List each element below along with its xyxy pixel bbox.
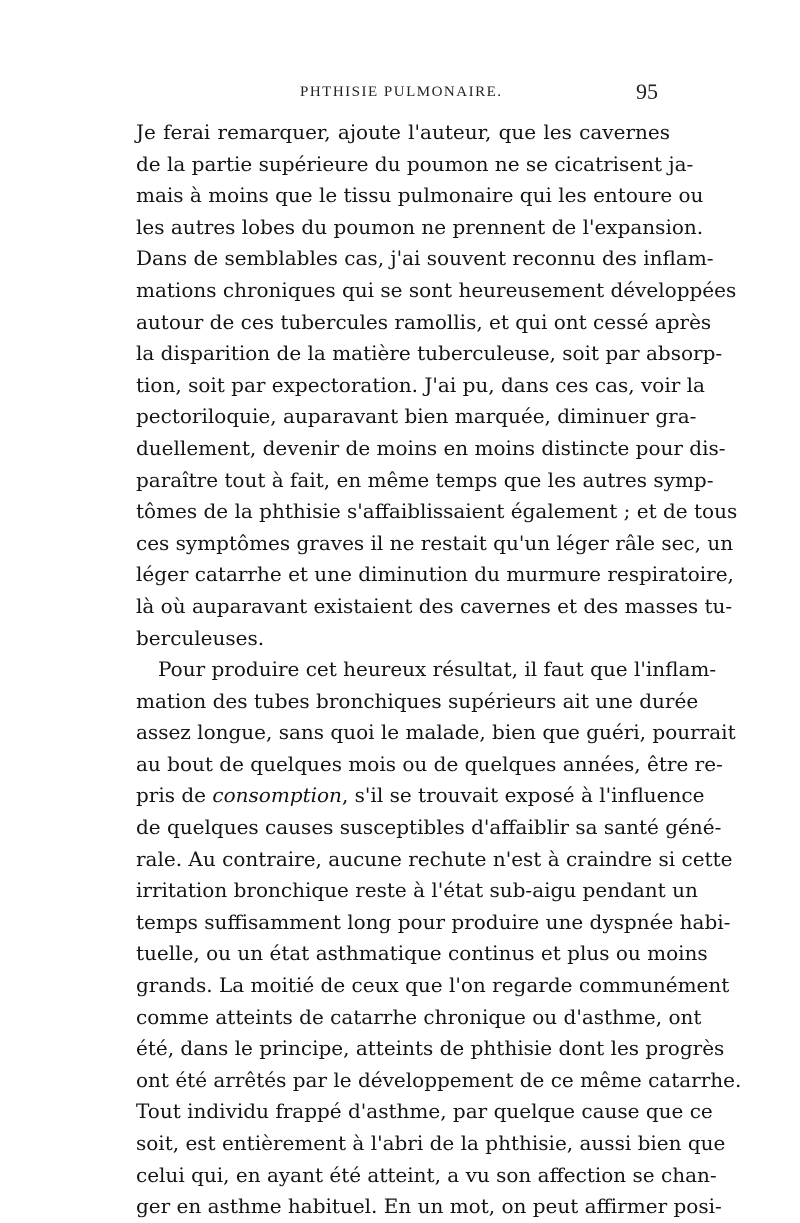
text-line: pris de consomption, s'il se trouvait exposé à l'influence — [136, 783, 705, 808]
text-line: berculeuses. — [136, 625, 265, 650]
body-text — [136, 117, 742, 1223]
text-line: Je ferai remarquer, ajoute l'auteur, que les cavernes — [136, 120, 670, 144]
text-line: duellement, devenir de moins en moins distincte pour dis- — [136, 435, 726, 460]
text-line: été, dans le principe, atteints de phthisie dont les progrès — [136, 1036, 725, 1061]
text-line: temps suffisamment long pour produire une dyspnée habi- — [136, 909, 731, 934]
text-line: Pour produire cet heureux résultat, il faut que l'inflam- — [158, 657, 717, 682]
text-line: pectoriloquie, auparavant bien marquée, diminuer gra- — [136, 404, 697, 429]
text-line: la disparition de la matière tuberculeuse, soit par absorp- — [136, 341, 723, 366]
text-line: grands. La moitié de ceux que l'on regarde communément — [136, 973, 730, 998]
text-line: les autres lobes du poumon ne prennent de l'expansion. — [136, 214, 704, 239]
text-line: tion, soit par expectoration. J'ai pu, dans ces cas, voir la — [136, 372, 705, 397]
text-line: tuelle, ou un état asthmatique continus et plus ou moins — [136, 941, 708, 966]
text-line: assez longue, sans quoi le malade, bien que guéri, pourrait — [136, 720, 736, 745]
text-line: Dans de semblables cas, j'ai souvent reconnu des inflam- — [136, 246, 714, 271]
text-line: mation des tubes bronchiques supérieurs ait une durée — [136, 688, 699, 713]
text-line: ces symptômes graves il ne restait qu'un léger râle sec, un — [136, 530, 734, 555]
text-line: léger catarrhe et une diminution du murmure respiratoire, — [136, 562, 734, 587]
running-title: PHTHISIE PULMONAIRE. — [300, 84, 503, 100]
text-line: là où auparavant existaient des cavernes et des masses tu- — [136, 593, 733, 618]
text-line: paraître tout à fait, en même temps que les autres symp- — [136, 467, 714, 492]
text-line: ont été arrêtés par le développement de ce même catarrhe. — [136, 1067, 742, 1092]
text-line: autour de ces tubercules ramollis, et qui ont cessé après — [136, 309, 712, 334]
text-line: mations chroniques qui se sont heureusement développées — [136, 277, 737, 302]
text-line: de quelques causes susceptibles d'affaiblir sa santé géné- — [136, 815, 722, 840]
text-line: irritation bronchique reste à l'état sub-aigu pendant un — [136, 878, 698, 903]
text-line: ger en asthme habituel. En un mot, on peut affirmer posi- — [136, 1194, 722, 1219]
text-line: comme atteints de catarrhe chronique ou d'asthme, ont — [136, 1004, 702, 1029]
text-line: soit, est entièrement à l'abri de la phthisie, aussi bien que — [136, 1131, 726, 1155]
text-line: tômes de la phthisie s'affaiblissaient également ; et de tous — [136, 499, 738, 524]
text-line: de la partie supérieure du poumon ne se cicatrisent ja- — [136, 151, 694, 176]
text-line: au bout de quelques mois ou de quelques années, être re- — [136, 751, 723, 776]
text-line: mais à moins que le tissu pulmonaire qui les entoure ou — [136, 183, 704, 208]
text-line: celui qui, en ayant été atteint, a vu son affection se chan- — [136, 1162, 717, 1187]
text-line: Tout individu frappé d'asthme, par quelque cause que ce — [136, 1099, 713, 1124]
page-number: 95 — [636, 79, 658, 104]
text-line: rale. Au contraire, aucune rechute n'est à craindre si cette — [136, 846, 733, 871]
